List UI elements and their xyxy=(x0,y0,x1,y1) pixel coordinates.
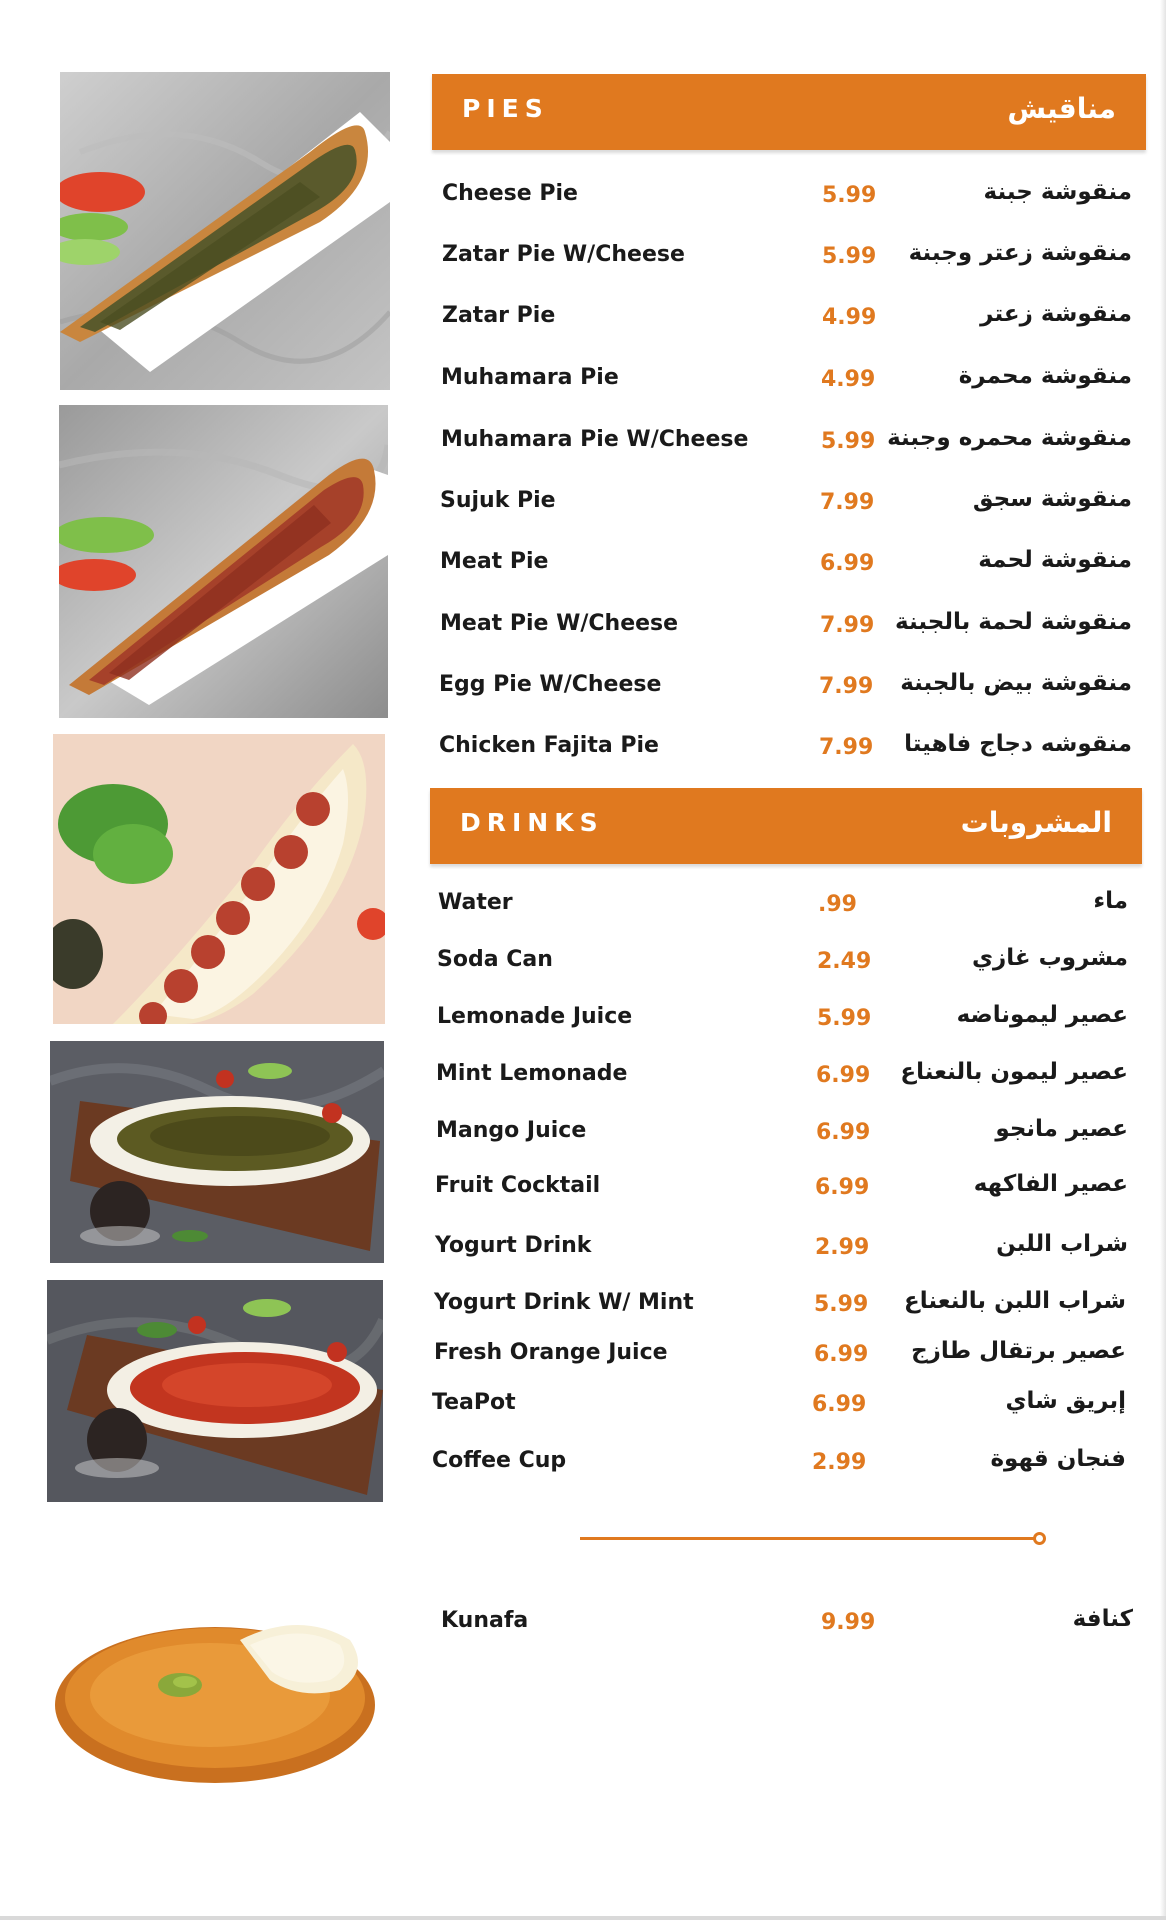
list-item xyxy=(440,482,1132,522)
zatar-pie-photo xyxy=(60,72,390,390)
item-name: Muhamara Pie xyxy=(441,365,619,390)
zatar-flatbread-photo xyxy=(50,1041,384,1263)
list-item xyxy=(434,1334,1126,1374)
list-item xyxy=(442,236,1132,276)
item-price: 4.99 xyxy=(821,367,876,392)
pies-section-header xyxy=(432,74,1146,150)
item-name-arabic: عصير ليمون بالنعناع xyxy=(900,1059,1128,1085)
item-price: 5.99 xyxy=(814,1292,869,1317)
item-price: 2.99 xyxy=(812,1450,867,1475)
page-edge xyxy=(1160,0,1166,1920)
item-name-arabic: منقوشة زعتر xyxy=(980,301,1132,327)
item-name-arabic: فنجان قهوة xyxy=(990,1446,1126,1472)
item-name-arabic: شراب اللبن xyxy=(996,1231,1128,1257)
item-price: .99 xyxy=(818,892,857,917)
pies-title-arabic: مناقيش xyxy=(1007,92,1116,125)
list-item xyxy=(441,1602,1133,1642)
item-name: Meat Pie xyxy=(440,549,549,574)
item-price: 5.99 xyxy=(822,183,877,208)
item-price: 7.99 xyxy=(819,735,874,760)
item-price: 5.99 xyxy=(821,429,876,454)
meat-pie-photo xyxy=(59,405,388,718)
list-item xyxy=(439,727,1132,767)
list-item xyxy=(439,666,1132,706)
drinks-section-header xyxy=(430,788,1142,864)
item-name-arabic: عصير برتقال طازج xyxy=(911,1338,1126,1364)
list-item xyxy=(436,1055,1128,1095)
list-item xyxy=(437,998,1128,1038)
item-price: 6.99 xyxy=(816,1063,871,1088)
item-price: 6.99 xyxy=(814,1342,869,1367)
item-name: Cheese Pie xyxy=(442,181,578,206)
list-item xyxy=(432,1442,1126,1482)
list-item xyxy=(438,884,1128,924)
list-item xyxy=(442,175,1132,215)
item-name-arabic: منقوشة محمرة xyxy=(958,363,1132,389)
item-name: Muhamara Pie W/Cheese xyxy=(441,427,749,452)
item-price: 9.99 xyxy=(821,1610,876,1635)
item-price: 5.99 xyxy=(822,244,877,269)
item-name-arabic: منقوشة لحمة بالجبنة xyxy=(895,609,1132,635)
item-name: TeaPot xyxy=(432,1390,516,1415)
item-name: Egg Pie W/Cheese xyxy=(439,672,662,697)
item-name: Coffee Cup xyxy=(432,1448,567,1473)
item-name-arabic: منقوشه دجاج فاهيتا xyxy=(904,731,1132,757)
item-name-arabic: مشروب غازي xyxy=(971,945,1128,971)
item-name: Yogurt Drink W/ Mint xyxy=(434,1290,694,1315)
item-price: 7.99 xyxy=(819,674,874,699)
item-name: Chicken Fajita Pie xyxy=(439,733,659,758)
item-name: Meat Pie W/Cheese xyxy=(440,611,679,636)
item-price: 2.49 xyxy=(817,949,872,974)
item-name-arabic: كنافة xyxy=(1072,1606,1133,1632)
item-name-arabic: منقوشة زعتر وجبنة xyxy=(908,240,1132,266)
item-name-arabic: عصير مانجو xyxy=(995,1116,1128,1142)
item-name: Kunafa xyxy=(441,1608,529,1633)
item-name: Sujuk Pie xyxy=(440,488,556,513)
drinks-title-arabic: المشروبات xyxy=(960,806,1112,839)
list-item xyxy=(442,297,1132,337)
item-name: Lemonade Juice xyxy=(437,1004,633,1029)
item-price: 7.99 xyxy=(820,490,875,515)
page-bottom-edge xyxy=(0,1916,1166,1920)
item-name: Mint Lemonade xyxy=(436,1061,628,1086)
list-item xyxy=(440,543,1132,583)
list-item xyxy=(432,1384,1126,1424)
item-name: Yogurt Drink xyxy=(435,1233,592,1258)
list-item xyxy=(437,941,1128,981)
list-item xyxy=(440,605,1132,645)
item-name-arabic: إبريق شاي xyxy=(1005,1388,1126,1414)
list-item xyxy=(441,359,1132,399)
item-price: 4.99 xyxy=(822,305,877,330)
kunafa-photo xyxy=(40,1600,380,1792)
item-name: Fresh Orange Juice xyxy=(434,1340,668,1365)
item-name: Zatar Pie W/Cheese xyxy=(442,242,685,267)
item-name-arabic: منقوشة بيض بالجبنة xyxy=(900,670,1132,696)
muhamara-flatbread-photo xyxy=(47,1280,383,1502)
item-name-arabic: عصير الفاكهه xyxy=(973,1171,1128,1197)
list-item xyxy=(435,1167,1128,1207)
drinks-title: DRINKS xyxy=(460,808,604,837)
item-name: Mango Juice xyxy=(436,1118,587,1143)
list-item xyxy=(441,421,1132,461)
item-name-arabic: منقوشة جبنة xyxy=(983,179,1132,205)
item-name: Fruit Cocktail xyxy=(435,1173,601,1198)
item-price: 5.99 xyxy=(817,1006,872,1031)
item-name-arabic: شراب اللبن بالنعناع xyxy=(904,1288,1126,1314)
item-name: Soda Can xyxy=(437,947,553,972)
item-price: 6.99 xyxy=(812,1392,867,1417)
list-item xyxy=(434,1284,1126,1324)
item-name-arabic: عصير ليموناضه xyxy=(956,1002,1128,1028)
item-name-arabic: منقوشة لحمة xyxy=(978,547,1132,573)
item-name-arabic: ماء xyxy=(1093,888,1128,914)
sujuk-pie-photo xyxy=(53,734,385,1024)
item-price: 6.99 xyxy=(815,1175,870,1200)
item-name-arabic: منقوشة محمره وجبنة xyxy=(887,425,1132,451)
item-name-arabic: منقوشة سجق xyxy=(972,486,1132,512)
item-price: 6.99 xyxy=(820,551,875,576)
section-divider xyxy=(580,1537,1040,1540)
pies-title: PIES xyxy=(462,94,549,123)
list-item xyxy=(436,1112,1128,1152)
item-price: 2.99 xyxy=(815,1235,870,1260)
item-name: Water xyxy=(438,890,513,915)
list-item xyxy=(435,1227,1128,1267)
item-price: 7.99 xyxy=(820,613,875,638)
item-name: Zatar Pie xyxy=(442,303,556,328)
item-price: 6.99 xyxy=(816,1120,871,1145)
divider-dot xyxy=(1033,1532,1046,1545)
